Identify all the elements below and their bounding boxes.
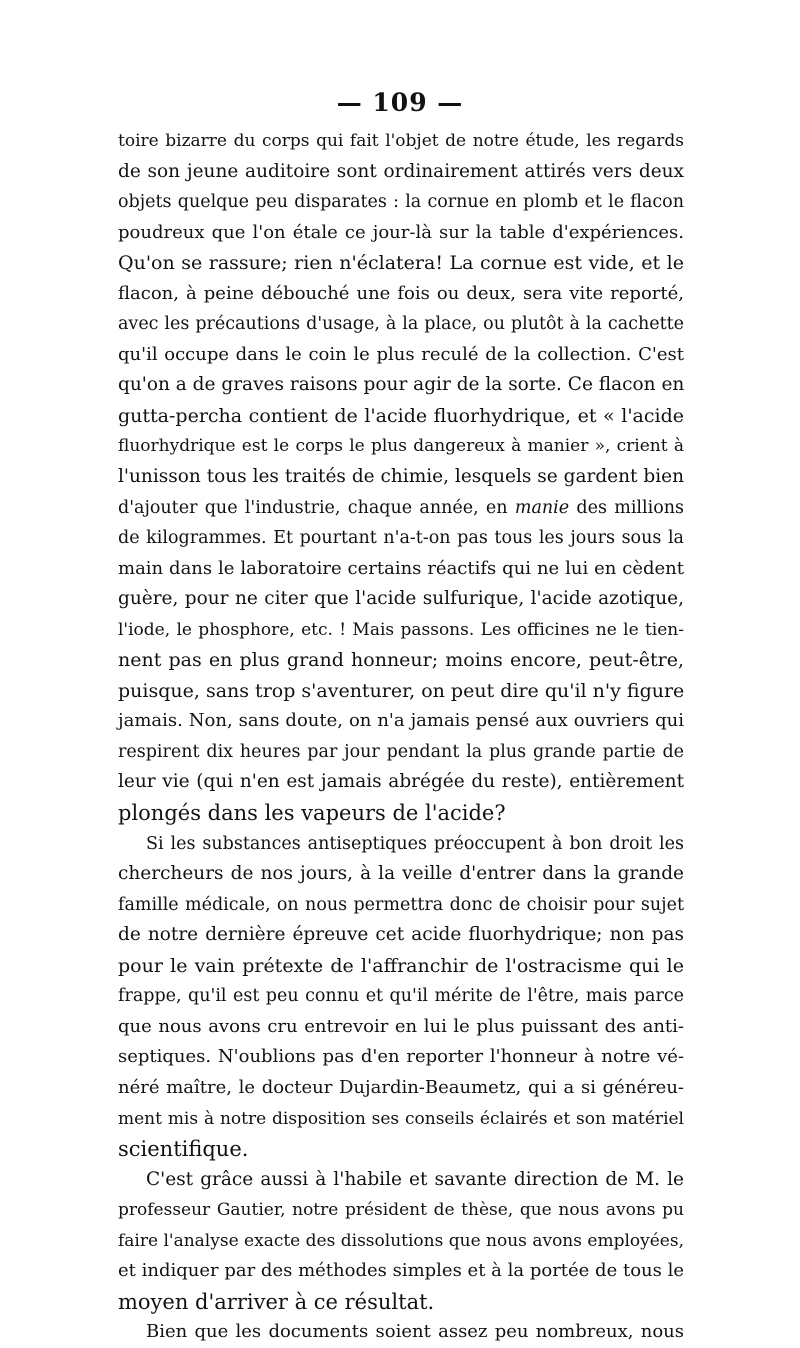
text-line: d'ajouter que l'industrie, chaque année, en manie des millions [118,497,684,518]
text-line: ment mis à notre disposition ses conseils éclairés et son matériel [118,1108,684,1129]
text-line: qu'on a de graves raisons pour agir de la sorte. Ce flacon en [118,374,685,396]
text-line: nent pas en plus grand honneur; moins encore, peut-être, [118,649,684,672]
text-line: objets quelque peu disparates : la cornue en plomb et le flacon [118,192,684,213]
text-line: septiques. N'oublions pas d'en reporter l'honneur à notre vé- [118,1046,684,1068]
text-line: de notre dernière épreuve cet acide fluorhydrique; non pas [118,924,684,946]
text-line: scientifique. [118,1137,249,1162]
text-line: flacon, à peine débouché une fois ou deux, sera vite reporté, [118,282,684,304]
text-line: C'est grâce aussi à l'habile et savante direction de M. le [146,1168,684,1190]
text-line: main dans le laboratoire certains réactifs qui ne lui en cèdent [118,557,684,579]
text-line: famille médicale, on nous permettra donc de choisir pour sujet [118,894,684,915]
text-line: de kilogrammes. Et pourtant n'a-t-on pas tous les jours sous la [118,528,684,549]
text-line: qu'il occupe dans le coin le plus reculé de la collection. C'est [118,343,684,365]
text-line: que nous avons cru entrevoir en lui le plus puissant des anti- [118,1015,684,1037]
text-line: gutta-percha contient de l'acide fluorhydrique, et « l'acide [118,404,684,427]
text-line: néré maître, le docteur Dujardin-Beaumetz, qui a si généreu- [118,1076,684,1098]
text-line: puisque, sans trop s'aventurer, on peut dire qu'il n'y figure [118,679,685,702]
text-line: de son jeune auditoire sont ordinairement attirés vers deux [118,160,684,182]
text-line: l'unisson tous les traités de chimie, lesquels se gardent bien [118,466,684,488]
text-line: moyen d'arriver à ce résultat. [118,1289,435,1314]
text-line: et indiquer par des méthodes simples et à la portée de tous le [118,1260,684,1282]
page-number: — 109 — [336,88,464,117]
text-line: Bien que les documents soient assez peu nombreux, nous [146,1321,684,1343]
text-line: poudreux que l'on étale ce jour-là sur la table d'expériences. [118,221,684,243]
text-line: fluorhydrique est le corps le plus dangereux à manier », crient à [118,436,684,457]
text-line: professeur Gautier, notre président de thèse, que nous avons pu [118,1200,684,1221]
text-line: avec les précautions d'usage, à la place, ou plutôt à la cachette [118,314,684,335]
text-line: plongés dans les vapeurs de l'acide? [118,801,506,826]
text-line: respirent dix heures par jour pendant la plus grande partie de [118,741,684,762]
text-line: Qu'on se rassure; rien n'éclatera! La cornue est vide, et le [118,252,684,275]
text-line: frappe, qu'il est peu connu et qu'il mérite de l'être, mais parce [118,986,684,1007]
text-line: guère, pour ne citer que l'acide sulfurique, l'acide azotique, [118,588,684,610]
text-line: jamais. Non, sans doute, on n'a jamais pensé aux ouvriers qui [118,710,684,732]
text-line: chercheurs de nos jours, à la veille d'entrer dans la grande [118,863,684,885]
text-line: pour le vain prétexte de l'affranchir de l'ostracisme qui le [118,954,684,977]
text-line: l'iode, le phosphore, etc. ! Mais passons. Les officines ne le tien- [118,619,684,640]
body-text [118,126,684,1348]
text-line: faire l'analyse exacte des dissolutions que nous avons employées, [118,1230,684,1251]
text-line: leur vie (qui n'en est jamais abrégée du reste), entièrement [118,771,684,793]
text-line: Si les substances antiseptiques préoccupent à bon droit les [146,833,684,854]
text-line: toire bizarre du corps qui fait l'objet de notre étude, les regards [118,131,684,151]
